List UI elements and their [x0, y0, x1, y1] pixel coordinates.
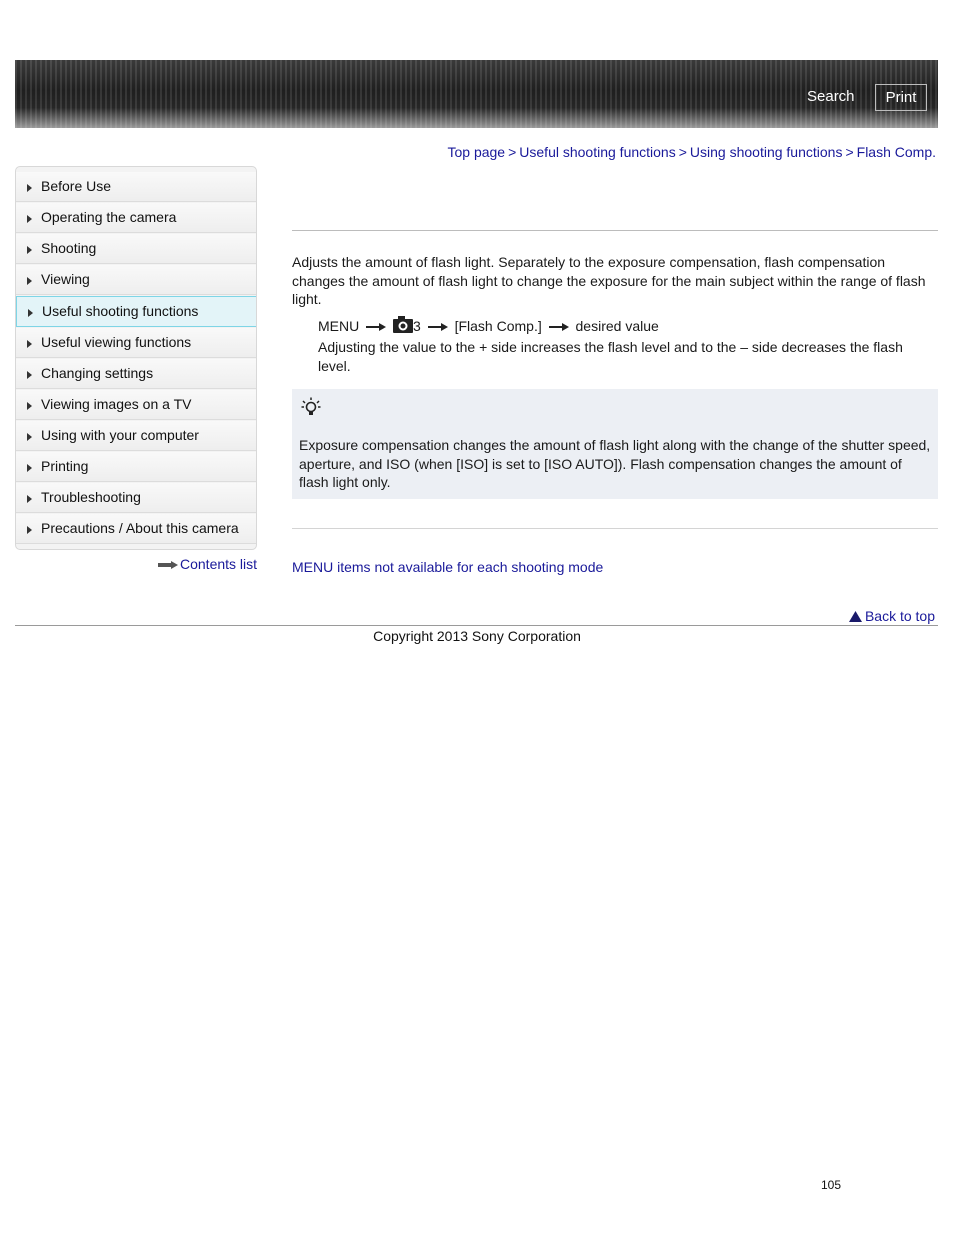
sidebar-item-label: Operating the camera [41, 209, 177, 225]
intro-paragraph: Adjusts the amount of flash light. Separately to the exposure compensation, flash compensation changes the amount of flash light to change the exposure for the main subject within the range of flash light. [292, 254, 926, 307]
sidebar-item-troubleshooting[interactable] [16, 483, 256, 513]
sidebar-item-label: Useful shooting functions [42, 303, 199, 319]
sidebar-item-label: Viewing images on a TV [41, 396, 192, 412]
sidebar-item-label: Printing [41, 458, 89, 474]
caret-right-icon [27, 464, 32, 472]
caret-right-icon [27, 433, 32, 441]
title-divider [292, 230, 938, 231]
sidebar-item-viewing-images-on-a-tv[interactable] [16, 390, 256, 420]
footer-divider [15, 625, 938, 626]
sidebar-item-useful-shooting-functions[interactable] [16, 296, 257, 327]
sidebar-item-label: Viewing [41, 271, 90, 287]
menu-path [318, 315, 659, 334]
sidebar-item-label: Shooting [41, 240, 97, 256]
hint-box [292, 389, 938, 499]
related-link-menu-items-not-available[interactable]: MENU items not available for each shooting mode [292, 559, 604, 575]
related-divider [292, 528, 938, 529]
menu-path-item: [Flash Comp.] [454, 318, 542, 334]
camera-icon [393, 315, 413, 333]
breadcrumb-separator: > [508, 144, 517, 160]
sidebar-item-operating-the-camera[interactable] [16, 203, 256, 233]
sidebar-item-label: Using with your computer [41, 427, 199, 443]
sidebar-item-label: Changing settings [41, 365, 154, 381]
menu-path-menu: MENU [318, 318, 360, 334]
caret-right-icon [27, 340, 32, 348]
caret-right-icon [27, 495, 32, 503]
sidebar-item-shooting[interactable] [16, 234, 256, 264]
contents-list-link[interactable] [158, 556, 257, 572]
breadcrumb-top-page[interactable]: Top page [447, 144, 506, 160]
sidebar-item-changing-settings[interactable] [16, 359, 256, 389]
caret-right-icon [27, 526, 32, 534]
breadcrumb-using-shooting-functions[interactable]: Using shooting functions [689, 144, 843, 160]
sidebar-item-printing[interactable] [16, 452, 256, 482]
breadcrumb-separator: > [678, 144, 687, 160]
sidebar-item-viewing[interactable] [16, 265, 256, 295]
breadcrumb [447, 144, 936, 160]
arrow-right-icon [428, 323, 448, 331]
arrow-right-icon [549, 323, 569, 331]
caret-right-icon [27, 371, 32, 379]
caret-right-icon [27, 402, 32, 410]
back-to-top-label: Back to top [864, 608, 935, 624]
sidebar-item-useful-viewing-functions[interactable] [16, 328, 256, 358]
arrow-right-icon [366, 323, 386, 331]
menu-path-value: desired value [575, 318, 659, 334]
sidebar-item-precautions-about-this-camera[interactable] [16, 514, 256, 544]
breadcrumb-useful-shooting-functions[interactable]: Useful shooting functions [519, 144, 676, 160]
menu-description: Adjusting the value to the + side increases the flash level and to the – side decreases the flash level. [318, 339, 903, 374]
sidebar-item-using-with-your-computer[interactable] [16, 421, 256, 451]
sidebar-item-label: Troubleshooting [41, 489, 141, 505]
sidebar-nav [15, 166, 257, 550]
breadcrumb-flash-comp[interactable]: Flash Comp. [856, 144, 936, 160]
search-link[interactable]: Search [807, 88, 855, 105]
breadcrumb-separator: > [845, 144, 854, 160]
top-header-bar [15, 60, 938, 128]
page-number: 105 [821, 1178, 842, 1192]
sidebar-item-label: Before Use [41, 178, 112, 194]
hint-text: Exposure compensation changes the amount of flash light along with the change of the shutter speed, aperture, and ISO (when [ISO] is set to [ISO AUTO]). Flash compensation changes the amount of flash light only. [299, 437, 931, 490]
sidebar-item-before-use[interactable] [16, 172, 256, 202]
sidebar-item-label: Precautions / About this camera [41, 520, 239, 536]
print-button[interactable]: Print [875, 84, 927, 111]
caret-right-icon [27, 277, 32, 285]
caret-right-icon [27, 246, 32, 254]
copyright-text: Copyright 2013 Sony Corporation [373, 628, 581, 644]
caret-right-icon [27, 215, 32, 223]
back-to-top-link[interactable] [849, 608, 935, 624]
contents-list-label: Contents list [180, 556, 258, 572]
triangle-up-icon [849, 611, 862, 622]
sidebar-item-label: Useful viewing functions [41, 334, 192, 350]
lightbulb-hint-icon [301, 397, 321, 419]
arrow-right-icon [158, 561, 178, 569]
caret-right-icon [27, 184, 32, 192]
caret-right-icon [28, 309, 33, 317]
menu-path-tab-number: 3 [413, 318, 421, 334]
